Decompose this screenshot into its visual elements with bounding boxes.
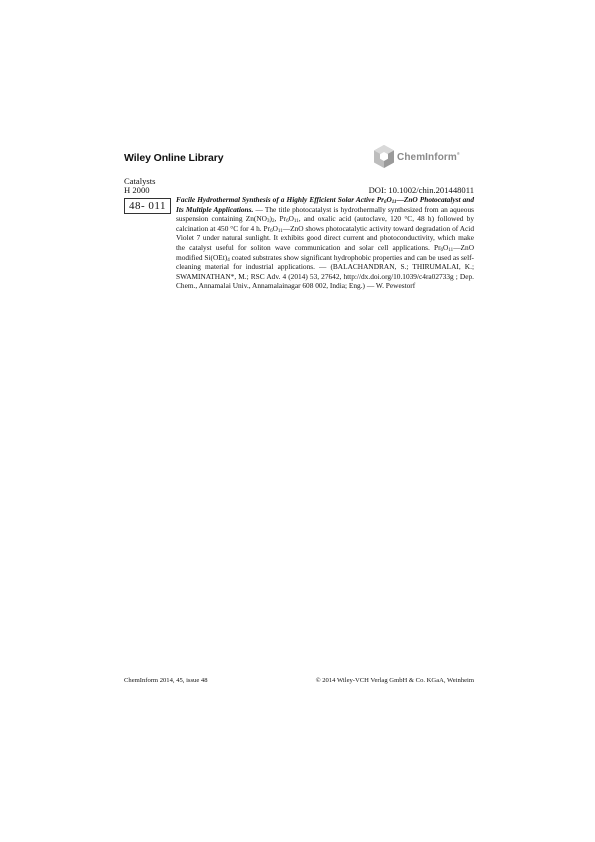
section-label: Catalysts (124, 176, 156, 186)
wiley-online-library-brand: Wiley Online Library (124, 152, 224, 164)
abstract-body: Facile Hydrothermal Synthesis of a Highly Efficient Solar Active $Pr_6O_{11}—ZnO$ Photocatalyst and Its Multiple Applications. — The title photocatalyst is hydrothermally synthesized from an aqueous suspension containing $Zn(NO_3)_2$, $Pr_6O_{11}$, and oxalic acid (autoclave, 120 °C, 48 h) followed by calcination at 450 °C for 4 h. $Pr_6O_{11}—ZnO$ shows photocatalytic activity toward degradation of Acid Violet 7 under natural sunlight. It exhibits good direct current and photoconductivity, which make the catalyst useful for soliton wave communication and solar cell applications. $Pr_6O_{11}—ZnO$ modified $Si(OEt)_4$ coated substrates show significant hydrophobic properties and can be used as self-cleaning material for industrial applications. — (BALACHANDRAN, S.; THIRUMALAI, K.; SWAMINATHAN*, M.; RSC Adv. 4 (2014) 53, 27642, http://dx.doi.org/10.1039/c4ra02733g ; Dep. Chem., Annamalai Univ., Annamalainagar 608 002, India; Eng.) — W. Pewestorf (176, 195, 474, 291)
footer-copyright: © 2014 Wiley-VCH Verlag GmbH & Co. KGaA, Weinheim (315, 677, 474, 684)
footer-journal-issue: ChemInform 2014, 45, issue 48 (124, 677, 208, 684)
doi-line: DOI: 10.1002/chin.201448011 (368, 185, 474, 196)
cheminform-logo (372, 144, 476, 170)
abstract-number-box: 48- 011 (124, 198, 171, 214)
abstract-title: Facile Hydrothermal Synthesis of a Highly Efficient Solar Active $Pr_6O_{11}—ZnO$ Photocatalyst and Its Multiple Applications. (176, 195, 474, 214)
cheminform-hexagon-icon (372, 144, 396, 170)
subsection-label: H 2000 (124, 185, 150, 196)
meta-block (124, 177, 474, 196)
cheminform-logo-text: ChemInform® (397, 151, 460, 163)
